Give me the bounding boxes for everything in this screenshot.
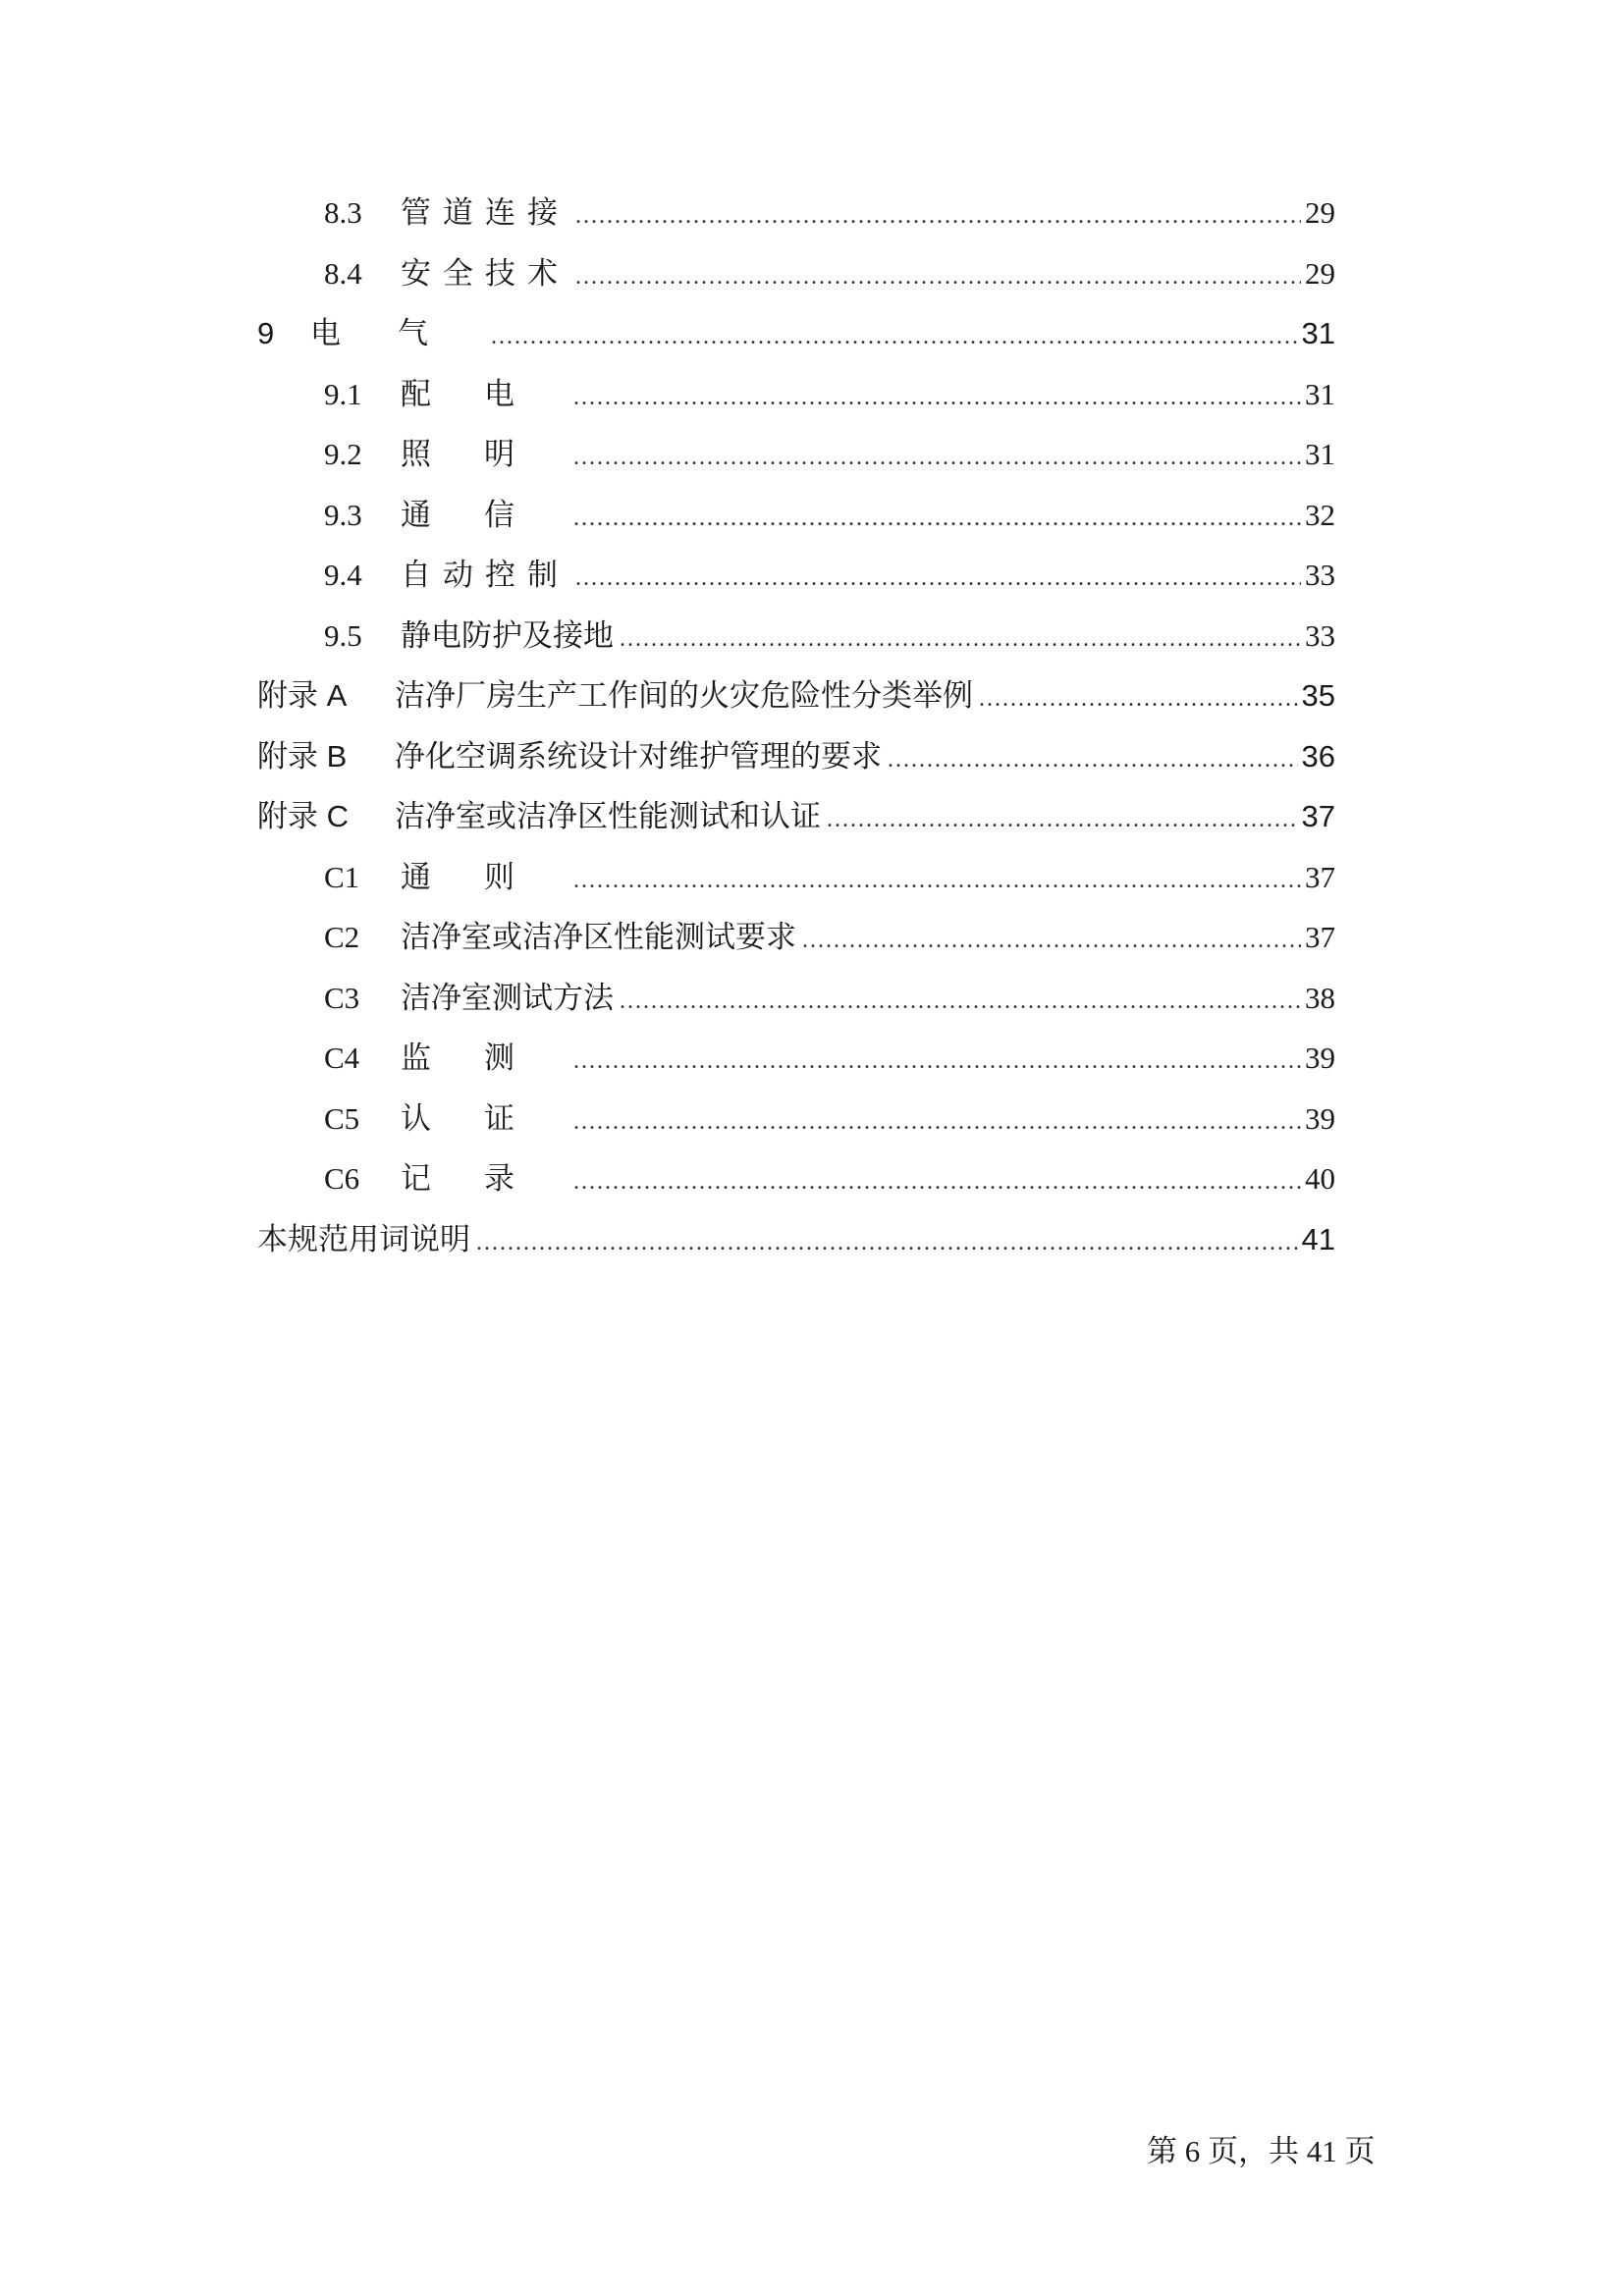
dot-leader — [573, 1032, 1301, 1093]
toc-entry-page: 29 — [1305, 255, 1335, 291]
toc-entry-c1[interactable] — [257, 847, 1335, 908]
toc-entry-number: 9.4 — [324, 558, 362, 592]
toc-entry-title: 静电防护及接地 — [401, 617, 614, 654]
toc-entry-number: 9.2 — [324, 437, 362, 471]
toc-entry-c4[interactable] — [257, 1028, 1335, 1089]
toc-entry-title: 管道连接 — [401, 195, 569, 231]
toc-entry-title: 本规范用词说明 — [257, 1221, 470, 1257]
toc-entry-number: 附录 A — [257, 678, 348, 713]
toc-entry-number: C6 — [324, 1161, 360, 1196]
toc-entry-9-1[interactable] — [257, 364, 1335, 425]
dot-leader — [573, 1093, 1301, 1153]
toc-entry-c2[interactable] — [257, 907, 1335, 968]
toc-entry-title: 电气 — [310, 316, 485, 351]
toc-entry-page: 36 — [1301, 738, 1335, 774]
toc-entry-page: 33 — [1305, 617, 1335, 653]
dot-leader — [573, 851, 1301, 912]
toc-entry-page: 33 — [1305, 558, 1335, 592]
toc-entry-title: 配电 — [401, 376, 568, 412]
dot-leader — [802, 911, 1301, 972]
toc-entry-number: 9.5 — [324, 617, 362, 653]
toc-entry-number: C1 — [324, 859, 360, 894]
toc-entry-number: C5 — [324, 1100, 360, 1136]
toc-entry-8-3[interactable] — [257, 183, 1335, 243]
dot-leader — [979, 669, 1298, 730]
toc-entry-page: 40 — [1305, 1161, 1335, 1196]
toc-entry-title: 安全技术 — [401, 255, 569, 292]
toc-entry-page: 38 — [1305, 980, 1335, 1015]
toc-entry-9-4[interactable] — [257, 545, 1335, 606]
toc-entry-c3[interactable] — [257, 968, 1335, 1029]
toc-entry-page: 37 — [1301, 799, 1335, 833]
toc-entry-title: 自动控制 — [401, 558, 569, 593]
dot-leader — [573, 428, 1301, 489]
dot-leader — [888, 730, 1298, 791]
toc-entry-page: 39 — [1305, 1041, 1335, 1075]
toc-entry-title: 通则 — [401, 859, 568, 895]
toc-entry-number: 附录 B — [257, 738, 348, 774]
dot-leader — [476, 1213, 1298, 1274]
dot-leader — [573, 368, 1301, 429]
toc-entry-appendix-b[interactable] — [257, 726, 1335, 787]
toc-entry-title: 记录 — [401, 1161, 568, 1197]
toc-entry-page: 37 — [1305, 859, 1335, 894]
toc-entry-title: 照明 — [401, 437, 568, 472]
toc-entry-page: 31 — [1305, 437, 1335, 471]
toc-entry-title: 洁净室或洁净区性能测试要求 — [401, 920, 796, 955]
toc-entry-title: 净化空调系统设计对维护管理的要求 — [395, 738, 882, 774]
toc-entry-c5[interactable] — [257, 1089, 1335, 1149]
toc-entry-9-2[interactable] — [257, 424, 1335, 485]
toc-entry-8-4[interactable] — [257, 243, 1335, 304]
dot-leader — [573, 489, 1301, 550]
toc-entry-page: 32 — [1305, 497, 1335, 532]
toc-entry-number: 9.1 — [324, 376, 362, 411]
toc-entry-number: C4 — [324, 1041, 360, 1075]
toc-entry-title: 洁净室测试方法 — [401, 980, 614, 1016]
toc-entry-title: 洁净室或洁净区性能测试和认证 — [395, 799, 821, 834]
toc-entry-page: 31 — [1305, 376, 1335, 411]
toc-entry-c6[interactable] — [257, 1148, 1335, 1209]
toc-entry-page: 39 — [1305, 1100, 1335, 1136]
toc-entry-appendix-a[interactable] — [257, 666, 1335, 726]
toc-entry-page: 35 — [1301, 678, 1335, 713]
toc-entry-9[interactable] — [257, 303, 1335, 364]
toc-entry-page: 29 — [1305, 195, 1335, 230]
dot-leader — [620, 610, 1301, 670]
dot-leader — [575, 247, 1301, 308]
toc-entry-appendix-c[interactable] — [257, 786, 1335, 847]
page-number-footer: 第 6 页，共 41 页 — [1147, 2134, 1376, 2168]
toc-entry-page: 41 — [1301, 1221, 1335, 1256]
toc-entry-number: 9 — [257, 316, 275, 350]
toc-entry-title: 通信 — [401, 497, 568, 533]
toc-entry-number: 8.4 — [324, 255, 362, 291]
dot-leader — [575, 187, 1301, 247]
dot-leader — [575, 549, 1301, 610]
toc-entry-9-3[interactable] — [257, 485, 1335, 546]
toc-entry-page: 37 — [1305, 920, 1335, 954]
dot-leader — [573, 1152, 1301, 1213]
toc-entry-page: 31 — [1301, 316, 1335, 350]
dot-leader — [827, 790, 1298, 851]
toc-entry-title: 洁净厂房生产工作间的火灾危险性分类举例 — [395, 678, 973, 714]
toc-entry-number: 9.3 — [324, 497, 362, 532]
toc-entry-number: 8.3 — [324, 195, 362, 230]
dot-leader — [620, 972, 1301, 1033]
toc-entry-9-5[interactable] — [257, 606, 1335, 667]
toc-entry-terminology[interactable] — [257, 1209, 1335, 1270]
toc-entry-number: 附录 C — [257, 799, 349, 833]
dot-leader — [491, 307, 1298, 368]
table-of-contents — [257, 183, 1335, 1269]
toc-entry-number: C3 — [324, 980, 360, 1015]
toc-entry-title: 监测 — [401, 1041, 568, 1076]
toc-entry-number: C2 — [324, 920, 360, 954]
toc-entry-title: 认证 — [401, 1100, 568, 1137]
